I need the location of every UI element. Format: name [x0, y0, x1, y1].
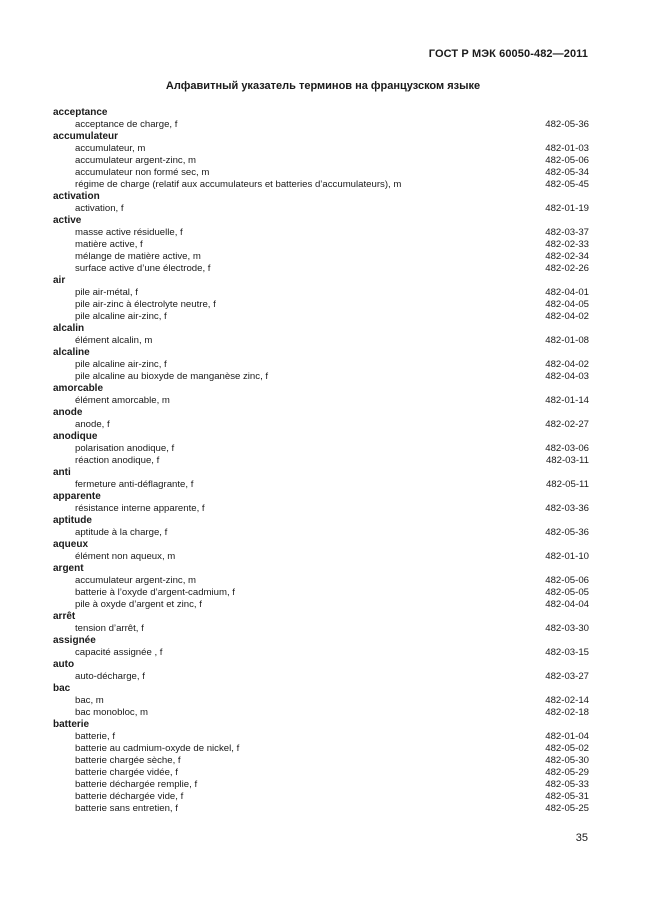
index-entry-term: accumulateur argent-zinc, m [75, 575, 197, 586]
index-entry-term: pile air-métal, f [75, 287, 138, 298]
index-entry-code: 482-03-11 [545, 455, 589, 466]
index-entry-term: activation, f [75, 203, 124, 214]
index-group [53, 191, 589, 215]
index-keyword: aqueux [53, 539, 89, 550]
index-entry-term: batterie chargée vidée, f [75, 767, 178, 778]
index-entry-term: accumulateur argent-zinc, m [75, 155, 197, 166]
index-entry [53, 647, 589, 659]
index-group [53, 719, 589, 815]
index-entry-code: 482-04-02 [545, 359, 589, 370]
index-group [53, 683, 589, 719]
index-entry-term: élément amorcable, m [75, 395, 170, 406]
index-entry [53, 791, 589, 803]
index-entry-code: 482-05-05 [545, 587, 589, 598]
index-entry-code: 482-05-25 [545, 803, 589, 814]
index-group [53, 563, 589, 611]
index-entry [53, 731, 589, 743]
index-keyword: alcaline [53, 347, 90, 358]
index-entry-term: auto-décharge, f [75, 671, 145, 682]
index-entry-code: 482-03-06 [545, 443, 589, 454]
index-entry [53, 203, 589, 215]
index-keyword: batterie [53, 719, 90, 730]
index-entry-code: 482-01-04 [545, 731, 589, 742]
page-title: Алфавитный указатель терминов на французском языке [165, 80, 481, 92]
index-entry [53, 767, 589, 779]
index-entry [53, 671, 589, 683]
index-entry-code: 482-05-06 [545, 155, 589, 166]
index-entry-code: 482-02-27 [545, 419, 589, 430]
index-keyword: active [53, 215, 82, 226]
index-entry [53, 335, 589, 347]
index-entry-term: batterie déchargée vide, f [75, 791, 184, 802]
index-entry [53, 503, 589, 515]
index-group [53, 131, 589, 191]
index-entry [53, 551, 589, 563]
index-entry-term: réaction anodique, f [75, 455, 160, 466]
index-entry [53, 371, 589, 383]
index-entry [53, 803, 589, 815]
index-entry [53, 311, 589, 323]
index-entry [53, 755, 589, 767]
document-standard-header: ГОСТ Р МЭК 60050-482—2011 [428, 48, 588, 60]
index-entry-code: 482-04-03 [545, 371, 589, 382]
index-group [53, 491, 589, 515]
index-entry [53, 179, 589, 191]
index-entry-code: 482-04-05 [545, 299, 589, 310]
index-entry-term: pile air-zinc à électrolyte neutre, f [75, 299, 216, 310]
index-entry-term: élément non aqueux, m [75, 551, 176, 562]
index-entry [53, 707, 589, 719]
index-entry-term: élément alcalin, m [75, 335, 153, 346]
index-entry-term: pile alcaline air-zinc, f [75, 311, 167, 322]
index-keyword: anode [53, 407, 83, 418]
index-entry-term: aptitude à la charge, f [75, 527, 168, 538]
index-keyword: air [53, 275, 66, 286]
index-entry-term: batterie déchargée remplie, f [75, 779, 198, 790]
index-entry-term: batterie au cadmium-oxyde de nickel, f [75, 743, 240, 754]
index-entry-code: 482-05-36 [545, 527, 589, 538]
index-group [53, 347, 589, 383]
index-entry [53, 419, 589, 431]
index-entry-code: 482-03-30 [545, 623, 589, 634]
index-group [53, 431, 589, 467]
index-keyword: auto [53, 659, 75, 670]
index-entry [53, 455, 589, 467]
index-entry-code: 482-04-04 [545, 599, 589, 610]
index-entry-term: bac, m [75, 695, 104, 706]
index-entry-code: 482-05-30 [545, 755, 589, 766]
index-group [53, 323, 589, 347]
index-entry-term: matière active, f [75, 239, 143, 250]
index-entry-term: pile alcaline air-zinc, f [75, 359, 167, 370]
index-entry-code: 482-01-03 [545, 143, 589, 154]
index-keyword: anodique [53, 431, 98, 442]
index-entry [53, 119, 589, 131]
index-entry [53, 143, 589, 155]
index-entry-term: masse active résiduelle, f [75, 227, 183, 238]
index-entry-code: 482-02-34 [545, 251, 589, 262]
index-entry-code: 482-03-36 [545, 503, 589, 514]
index-entry-code: 482-03-27 [545, 671, 589, 682]
index-keyword: accumulateur [53, 131, 119, 142]
index-entry-code: 482-02-14 [545, 695, 589, 706]
index-entry-term: surface active d’une électrode, f [75, 263, 211, 274]
index-entry-term: mélange de matière active, m [75, 251, 201, 262]
index-entry [53, 263, 589, 275]
index-entry-term: tension d’arrêt, f [75, 623, 144, 634]
index-entry-code: 482-03-15 [545, 647, 589, 658]
index-entry-term: régime de charge (relatif aux accumulateurs et batteries d’accumulateurs), m [75, 179, 402, 190]
index-keyword: alcalin [53, 323, 85, 334]
index-keyword: assignée [53, 635, 96, 646]
index-entry-code: 482-03-37 [545, 227, 589, 238]
index-entry-term: anode, f [75, 419, 110, 430]
index-entry-term: polarisation anodique, f [75, 443, 175, 454]
index-entry [53, 155, 589, 167]
index-entry-code: 482-05-06 [545, 575, 589, 586]
index-entry-term: batterie, f [75, 731, 115, 742]
index-entry [53, 299, 589, 311]
index-entry-code: 482-05-36 [545, 119, 589, 130]
index-group [53, 539, 589, 563]
index-group [53, 659, 589, 683]
index-entry-term: bac monobloc, m [75, 707, 149, 718]
index-entry [53, 443, 589, 455]
index-entry-term: batterie chargée sèche, f [75, 755, 181, 766]
index-entry [53, 479, 589, 491]
index-keyword: acceptance [53, 107, 108, 118]
index-entry [53, 587, 589, 599]
index-group [53, 635, 589, 659]
index-group [53, 107, 589, 131]
index-entry-term: capacité assignée , f [75, 647, 163, 658]
index-entry-term: acceptance de charge, f [75, 119, 178, 130]
index-group [53, 515, 589, 539]
index-keyword: arrêt [53, 611, 76, 622]
index-entry-code: 482-02-18 [545, 707, 589, 718]
index-entry [53, 227, 589, 239]
index-entry-code: 482-05-34 [545, 167, 589, 178]
index-keyword: argent [53, 563, 84, 574]
index-group [53, 383, 589, 407]
index-entry [53, 623, 589, 635]
index-keyword: aptitude [53, 515, 92, 526]
index-group [53, 215, 589, 275]
index-entry [53, 287, 589, 299]
index-entry-code: 482-05-33 [545, 779, 589, 790]
index-entry [53, 575, 589, 587]
index-entry [53, 743, 589, 755]
index-entry-term: accumulateur, m [75, 143, 146, 154]
index-group [53, 467, 589, 491]
index-entry-term: fermeture anti-déflagrante, f [75, 479, 194, 490]
index-entry-code: 482-01-08 [545, 335, 589, 346]
index-entry-code: 482-04-01 [545, 287, 589, 298]
index-keyword: bac [53, 683, 71, 694]
index-entry-code: 482-05-11 [545, 479, 589, 490]
index-keyword: activation [53, 191, 100, 202]
index-entry-term: pile à oxyde d’argent et zinc, f [75, 599, 202, 610]
index-entry-code: 482-01-14 [545, 395, 589, 406]
index-entry [53, 395, 589, 407]
index-group [53, 275, 589, 323]
index-entry [53, 251, 589, 263]
index-group [53, 407, 589, 431]
index-keyword: anti [53, 467, 71, 478]
term-index [53, 107, 589, 815]
index-entry-code: 482-02-33 [545, 239, 589, 250]
index-keyword: amorcable [53, 383, 104, 394]
index-entry-code: 482-01-10 [545, 551, 589, 562]
index-entry-code: 482-05-31 [545, 791, 589, 802]
index-entry [53, 599, 589, 611]
index-entry-code: 482-05-45 [545, 179, 589, 190]
page-number: 35 [575, 832, 588, 844]
index-entry-term: accumulateur non formé sec, m [75, 167, 210, 178]
index-entry-term: résistance interne apparente, f [75, 503, 205, 514]
index-entry-term: batterie à l’oxyde d’argent-cadmium, f [75, 587, 235, 598]
index-entry-code: 482-02-26 [545, 263, 589, 274]
index-entry-term: batterie sans entretien, f [75, 803, 178, 814]
index-entry [53, 527, 589, 539]
index-keyword: apparente [53, 491, 101, 502]
index-entry [53, 167, 589, 179]
index-entry [53, 359, 589, 371]
index-entry-code: 482-04-02 [545, 311, 589, 322]
index-entry-code: 482-05-29 [545, 767, 589, 778]
index-entry [53, 779, 589, 791]
index-entry [53, 239, 589, 251]
index-entry-code: 482-01-19 [545, 203, 589, 214]
index-entry-code: 482-05-02 [545, 743, 589, 754]
index-entry [53, 695, 589, 707]
index-entry-term: pile alcaline au bioxyde de manganèse zinc, f [75, 371, 269, 382]
index-group [53, 611, 589, 635]
